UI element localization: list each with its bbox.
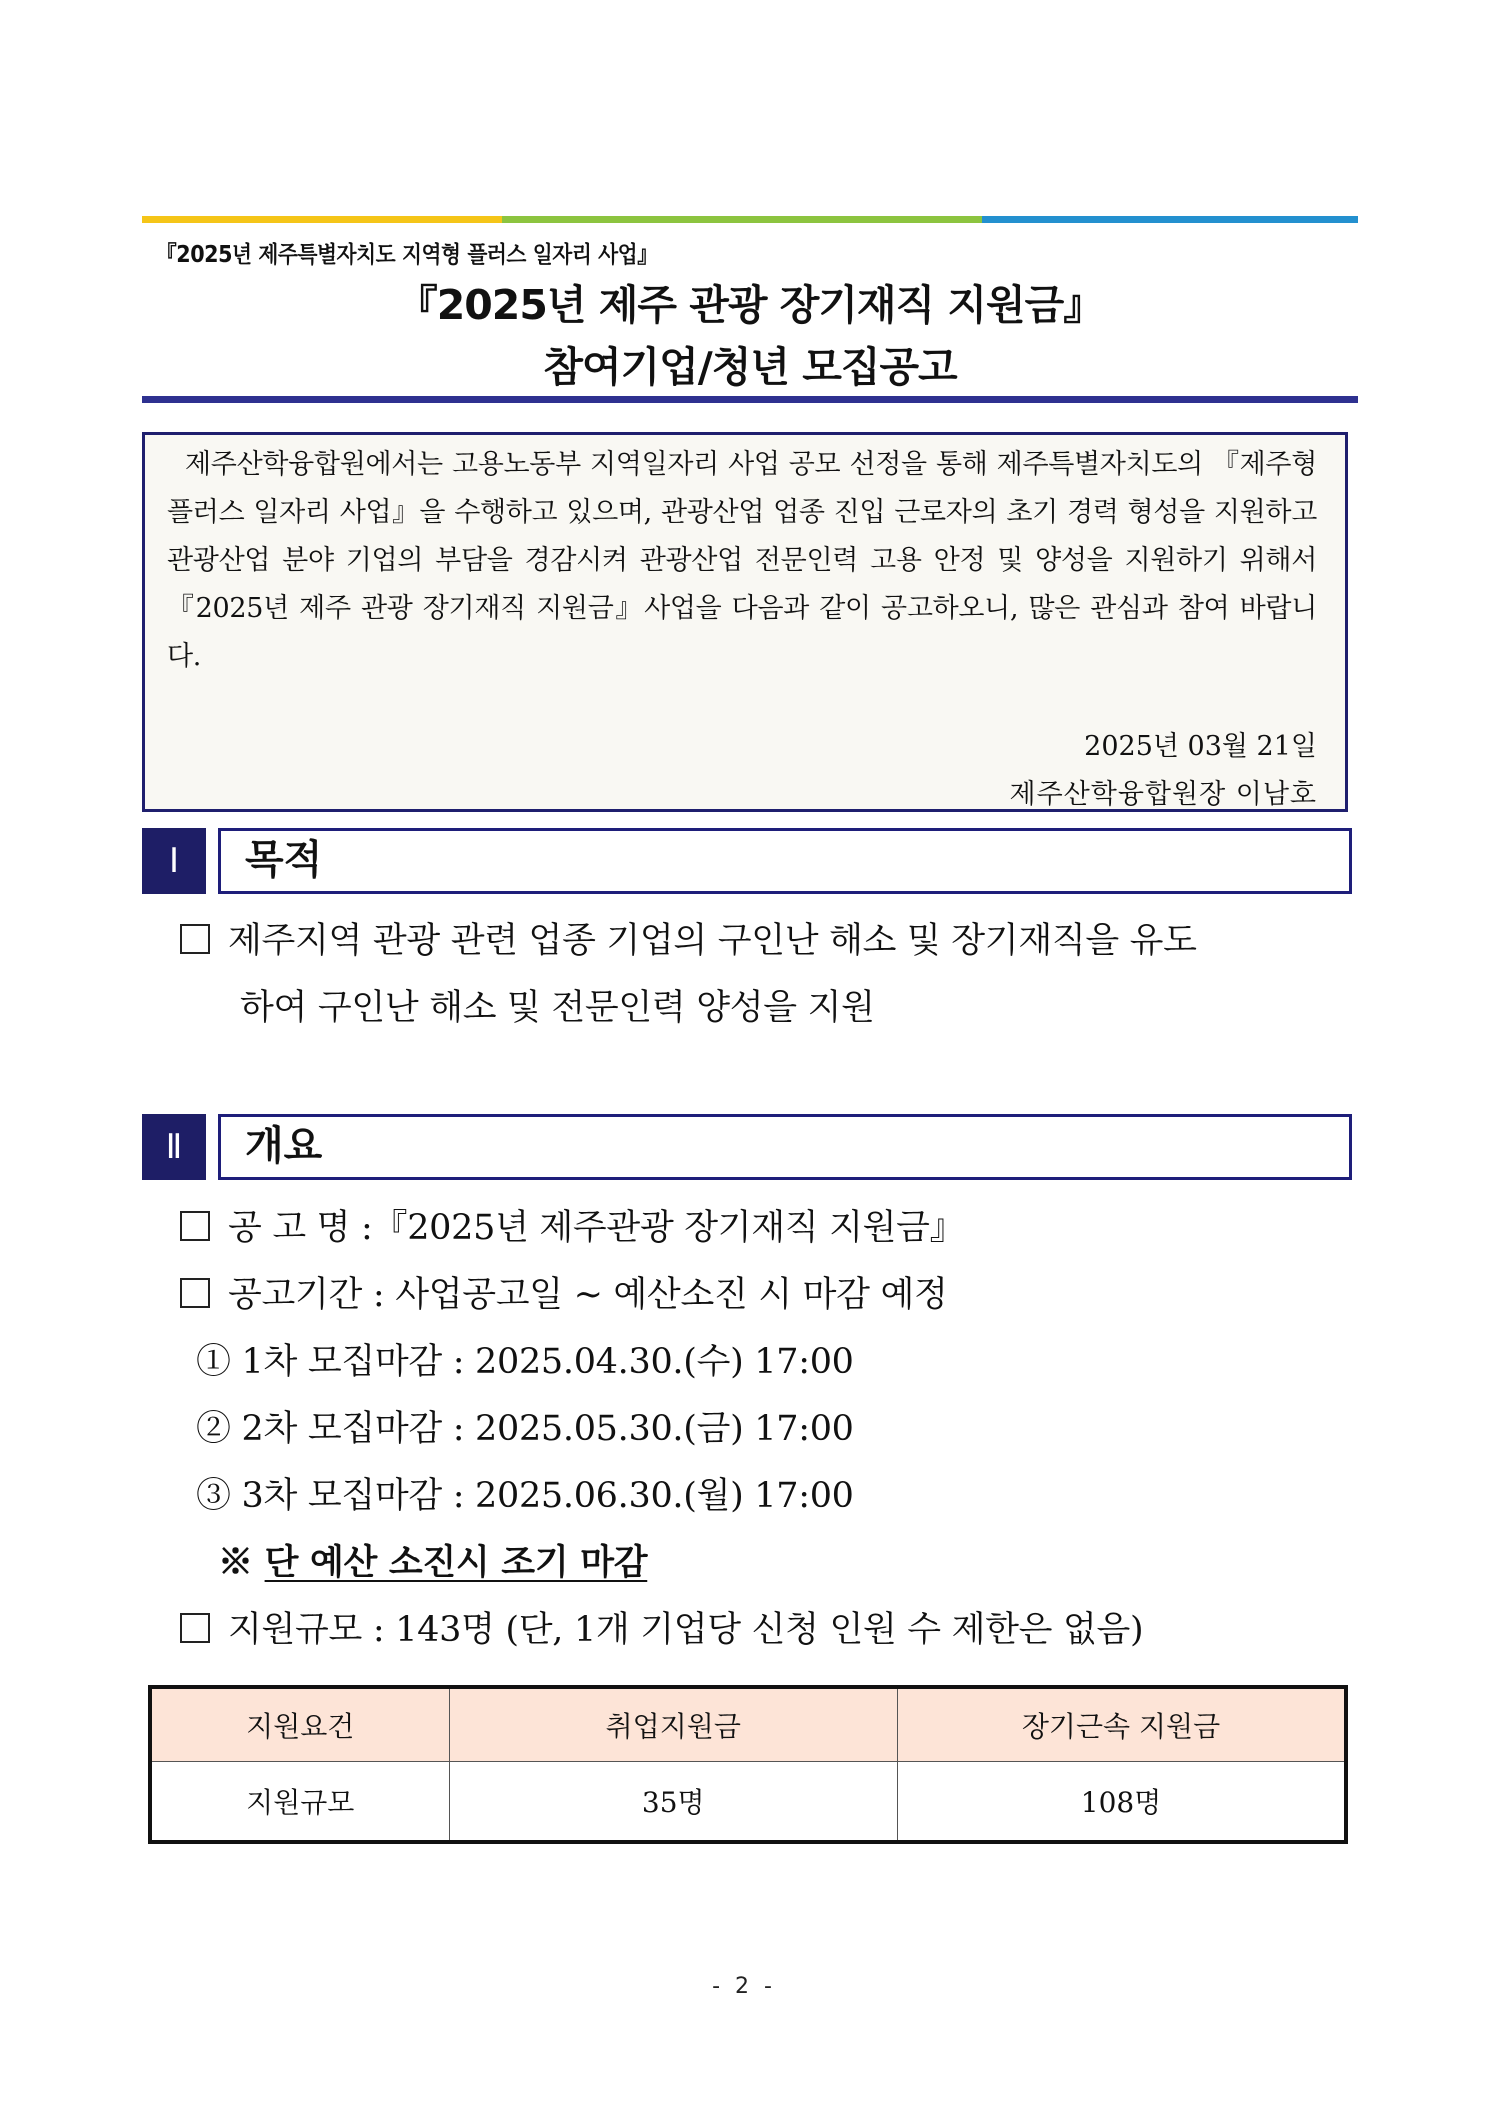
deadline-item-2 xyxy=(196,1401,854,1451)
intro-body: 제주산학융합원에서는 고용노동부 지역일자리 사업 공모 선정을 통해 제주특별자치도의 『제주형 플러스 일자리 사업』을 수행하고 있으며, 관광산업 업종 진입 근로자의 초기 경력 형성을 지원하고 관광산업 분야 기업의 부담을 경감시켜 관광산업 전문인력 고용 안정 및 양성을 지원하기 위해서『2025년 제주 관광 장기재직 지원금』사업을 다음과 같이 공고하오니, 많은 관심과 참여 바랍니다. xyxy=(167,449,1317,672)
circled-number-2: ② xyxy=(196,1409,231,1449)
section-2-title: 개요 xyxy=(218,1114,1352,1180)
color-bar-yellow xyxy=(142,216,502,223)
table-cell: 35명 xyxy=(449,1762,898,1843)
checkbox-square-icon xyxy=(180,924,210,954)
circled-number-3: ③ xyxy=(196,1476,231,1516)
table-header-cell: 취업지원금 xyxy=(449,1687,898,1762)
deadline-text-3: 3차 모집마감 : 2025.06.30.(월) 17:00 xyxy=(241,1476,854,1516)
circled-number-1: ① xyxy=(196,1342,231,1382)
support-scale-table xyxy=(148,1685,1348,1844)
purpose-line2: 하여 구인난 해소 및 전문인력 양성을 지원 xyxy=(240,988,875,1028)
section-2-heading xyxy=(142,1114,1352,1180)
checkbox-square-icon xyxy=(180,1211,210,1241)
table-header-cell: 지원요건 xyxy=(150,1687,449,1762)
table-cell: 지원규모 xyxy=(150,1762,449,1843)
signer: 제주산학융합원장 이남호 xyxy=(1009,779,1317,810)
purpose-item xyxy=(180,913,1352,963)
section-2-number: Ⅱ xyxy=(142,1114,206,1180)
intro-box xyxy=(142,432,1348,812)
color-bar-green xyxy=(502,216,982,223)
header-rule xyxy=(142,396,1358,403)
period-item xyxy=(180,1267,948,1317)
reference-mark-icon: ※ xyxy=(218,1542,253,1583)
scale-item xyxy=(180,1602,1143,1652)
table-cell: 108명 xyxy=(898,1762,1347,1843)
program-subtitle: 『2025년 제주특별자치도 지역형 플러스 일자리 사업』 xyxy=(156,242,658,268)
purpose-line1: 제주지역 관광 관련 업종 기업의 구인난 해소 및 장기재직을 유도 xyxy=(228,921,1197,961)
early-close-note xyxy=(218,1535,647,1585)
announcement-name-label: 공 고 명 xyxy=(228,1208,351,1248)
announcement-name-value: :『2025년 제주관광 장기재직 지원금』 xyxy=(361,1208,965,1248)
checkbox-square-icon xyxy=(180,1613,210,1643)
deadline-item-1 xyxy=(196,1334,854,1384)
period-value: : 사업공고일 ~ 예산소진 시 마감 예정 xyxy=(372,1275,948,1315)
checkbox-square-icon xyxy=(180,1278,210,1308)
early-close-text: 단 예산 소진시 조기 마감 xyxy=(264,1542,648,1583)
deadline-text-1: 1차 모집마감 : 2025.04.30.(수) 17:00 xyxy=(241,1342,854,1382)
section-1-number: Ⅰ xyxy=(142,828,206,894)
deadline-item-3 xyxy=(196,1468,854,1518)
announcement-name-item xyxy=(180,1200,964,1250)
color-bar-blue xyxy=(982,216,1358,223)
table-header-cell: 장기근속 지원금 xyxy=(898,1687,1347,1762)
announcement-date: 2025년 03월 21일 xyxy=(1084,731,1317,762)
scale-value: : 143명 (단, 1개 기업당 신청 인원 수 제한은 없음) xyxy=(372,1610,1144,1650)
table-header-row xyxy=(150,1687,1346,1762)
page-title-line2: 참여기업/청년 모집공고 xyxy=(543,343,957,391)
section-1-heading xyxy=(142,828,1352,894)
period-label: 공고기간 xyxy=(228,1275,363,1315)
deadline-text-2: 2차 모집마감 : 2025.05.30.(금) 17:00 xyxy=(241,1409,854,1449)
header-color-bar xyxy=(142,216,1358,223)
page-title-line1: 『2025년 제주 관광 장기재직 지원금』 xyxy=(396,281,1104,329)
table-row xyxy=(150,1762,1346,1843)
section-1-title: 목적 xyxy=(218,828,1352,894)
scale-label: 지원규모 xyxy=(228,1610,363,1650)
page-number: - 2 - xyxy=(712,1974,776,1999)
